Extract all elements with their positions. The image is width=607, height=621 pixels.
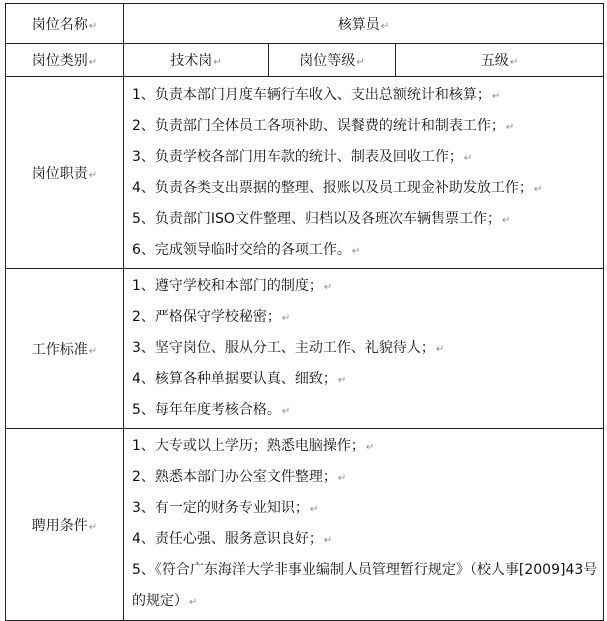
paragraph-mark-icon: ↵ [88,521,98,533]
position-name-value-cell [124,4,604,44]
list-item [132,302,603,333]
list-item [132,111,603,142]
position-name-row [6,4,604,44]
paragraph-mark-icon: ↵ [337,375,347,386]
paragraph-mark-icon: ↵ [505,121,515,133]
list-item [132,364,603,395]
grade-label: 岗位等级 [299,53,356,69]
list-item [132,333,603,364]
standards-label-cell [6,269,124,429]
list-item [132,462,603,493]
paragraph-mark-icon: ↵ [88,345,98,357]
list-item-text: 1、遵守学校和本部门的制度； [132,278,323,294]
grade-label-cell [269,44,396,77]
paragraph-mark-icon: ↵ [88,20,98,32]
list-item-text: 1、大专或以上学历；熟悉电脑操作； [132,438,365,454]
paragraph-mark-icon: ↵ [463,152,473,164]
paragraph-mark-icon: ↵ [323,535,333,546]
paragraph-mark-icon: ↵ [509,57,519,68]
grade-value: 五级 [480,53,509,69]
list-item [132,235,603,266]
paragraph-mark-icon: ↵ [281,313,291,324]
paragraph-mark-icon: ↵ [88,57,98,68]
duties-label: 岗位职责 [31,165,88,182]
paragraph-mark-icon: ↵ [491,90,501,102]
paragraph-mark-icon: ↵ [533,183,543,195]
list-item-text: 4、负责各类支出票据的整理、报账以及员工现金补助发放工作； [132,179,533,196]
list-item-text: 5、《符合广东海洋大学非事业编制人员管理暂行规定》（校人事[2009]43号的规定） [132,562,598,609]
paragraph-mark-icon: ↵ [281,406,291,417]
category-value-cell [124,44,269,77]
position-name-value: 核算员 [337,16,380,33]
list-item [132,142,603,173]
duties-label-cell [6,77,124,269]
standards-list-cell [124,269,604,429]
list-item-text: 5、每年年度考核合格。 [132,402,281,418]
duties-row [6,77,604,269]
paragraph-mark-icon: ↵ [337,473,347,484]
paragraph-mark-icon: ↵ [380,20,390,32]
position-name-label: 岗位名称 [31,16,88,33]
list-item [132,493,603,524]
list-item-text: 3、坚守岗位、服从分工、主动工作、礼貌待人； [132,340,435,356]
paragraph-mark-icon: ↵ [435,344,445,355]
duties-list [124,78,603,268]
paragraph-mark-icon: ↵ [365,442,375,453]
requirements-row [6,429,604,621]
grade-value-cell [396,44,604,77]
requirements-list [124,429,603,620]
category-label-cell [6,44,124,77]
requirements-list-cell [124,429,604,621]
paragraph-mark-icon: ↵ [309,504,319,515]
paragraph-mark-icon: ↵ [356,57,365,68]
list-item [132,555,603,618]
list-item-text: 1、负责本部门月度车辆行车收入、支出总额统计和核算； [132,86,491,103]
list-item [132,395,603,426]
category-value: 技术岗 [170,53,213,69]
paragraph-mark-icon: ↵ [323,282,333,293]
list-item-text: 2、熟悉本部门办公室文件整理； [132,469,337,485]
paragraph-mark-icon: ↵ [501,214,511,226]
category-row [6,44,604,77]
paragraph-mark-icon: ↵ [88,169,98,181]
list-item-text: 3、有一定的财务专业知识； [132,500,309,516]
standards-list [124,269,603,428]
job-description-table [5,3,604,621]
category-label: 岗位类别 [31,53,88,69]
list-item [132,271,603,302]
standards-label: 工作标准 [31,341,88,358]
paragraph-mark-icon: ↵ [189,597,198,608]
duties-list-cell [124,77,604,269]
list-item [132,431,603,462]
paragraph-mark-icon: ↵ [213,57,222,68]
requirements-label-cell [6,429,124,621]
position-name-label-cell [6,4,124,44]
list-item-text: 2、负责部门全体员工各项补助、误餐费的统计和制表工作； [132,117,505,134]
list-item [132,173,603,204]
list-item-text: 2、严格保守学校秘密； [132,309,281,325]
list-item-text: 4、核算各种单据要认真、细致； [132,371,337,387]
list-item [132,524,603,555]
requirements-label: 聘用条件 [31,517,88,534]
list-item [132,80,603,111]
list-item-text: 4、责任心强、服务意识良好； [132,531,323,547]
list-item [132,204,603,235]
list-item-text: 3、负责学校各部门用车款的统计、制表及回收工作； [132,148,463,165]
paragraph-mark-icon: ↵ [351,245,361,257]
standards-row [6,269,604,429]
list-item-text: 5、负责部门ISO文件整理、归档以及各班次车辆售票工作； [132,210,501,227]
list-item-text: 6、完成领导临时交给的各项工作。 [132,241,351,258]
